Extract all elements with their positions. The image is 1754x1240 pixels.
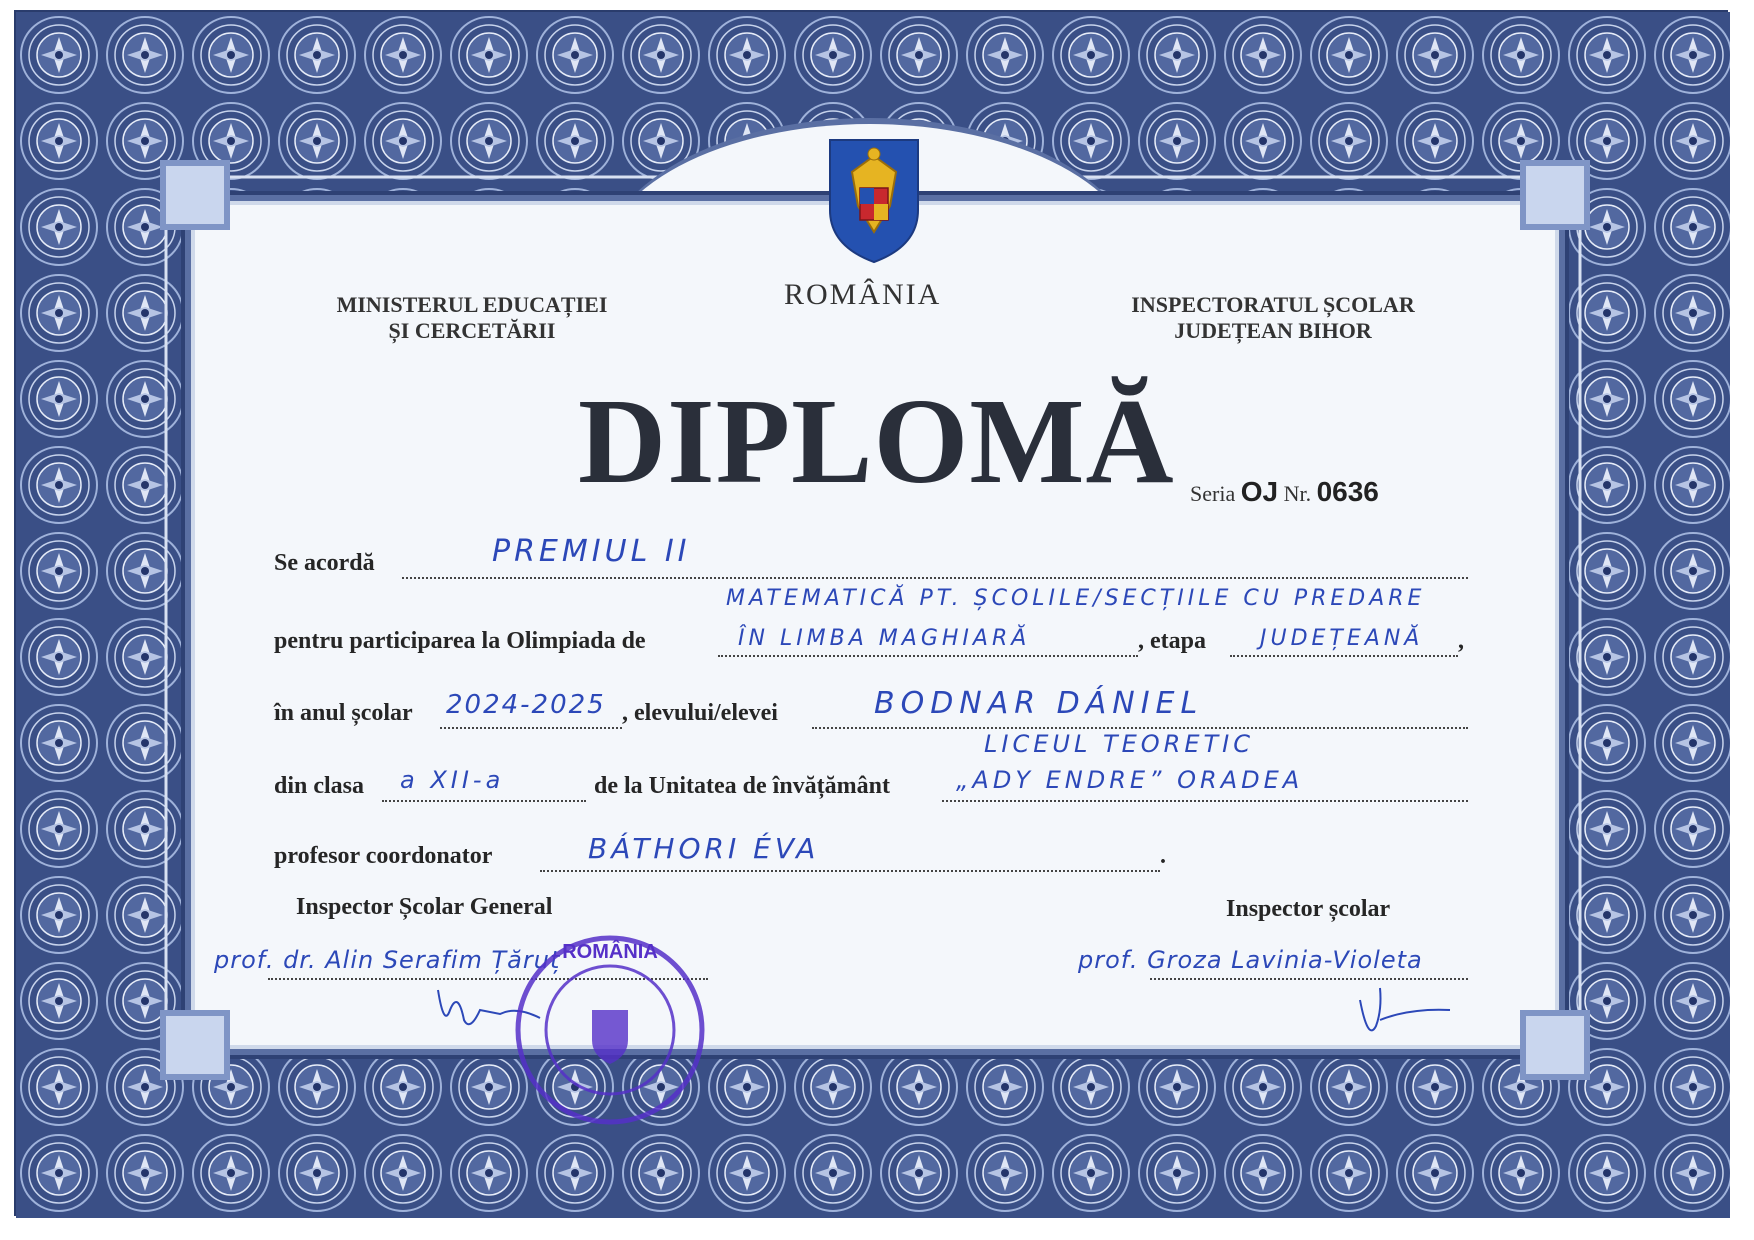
school-label: de la Unitatea de învățământ bbox=[594, 773, 890, 799]
school-value-line-1: LICEUL TEORETIC bbox=[984, 730, 1254, 758]
olympiad-dotted-line bbox=[718, 655, 1138, 657]
olympiad-value-line-1: MATEMATICĂ PT. ȘCOLILE/SECȚIILE CU PREDARE bbox=[726, 586, 1426, 611]
left-signatory-title: Inspector Școlar General bbox=[296, 894, 553, 920]
ministry-name bbox=[312, 292, 632, 344]
class-value: a XII-a bbox=[400, 766, 505, 794]
coat-of-arms-icon bbox=[826, 136, 922, 266]
right-signatory-title: Inspector școlar bbox=[1226, 896, 1391, 922]
stage-end: , bbox=[1458, 628, 1464, 654]
class-label: din clasa bbox=[274, 773, 365, 799]
student-label: , elevului/elevei bbox=[622, 700, 778, 726]
serial-number bbox=[1190, 476, 1379, 508]
award-dotted-line bbox=[402, 577, 1468, 579]
country-name: ROMÂNIA bbox=[784, 278, 942, 311]
school-value-line-2: „ADY ENDRE” ORADEA bbox=[956, 766, 1304, 794]
seria-label: Seria bbox=[1190, 481, 1236, 506]
award-value: PREMIUL II bbox=[492, 534, 691, 569]
nr-value: 0636 bbox=[1316, 476, 1379, 507]
class-dotted-line bbox=[382, 800, 586, 802]
year-dotted-line bbox=[440, 727, 622, 729]
stamp-text: ROMÂNIA bbox=[562, 941, 658, 963]
inspectorate-line-1: INSPECTORATUL ȘCOLAR bbox=[1131, 292, 1415, 317]
inspectorate-line-2: JUDEȚEAN BIHOR bbox=[1174, 318, 1372, 343]
student-value: BODNAR DÁNIEL bbox=[874, 686, 1204, 721]
award-label: Se acordă bbox=[274, 550, 375, 576]
year-label: în anul școlar bbox=[274, 700, 413, 726]
official-stamp bbox=[510, 930, 710, 1130]
stage-value: JUDEȚEANĂ bbox=[1260, 626, 1424, 651]
ministry-line-2: ȘI CERCETĂRII bbox=[388, 318, 556, 343]
student-dotted-line bbox=[812, 727, 1468, 729]
stage-label: , etapa bbox=[1138, 628, 1206, 654]
olympiad-label: pentru participarea la Olimpiada de bbox=[274, 628, 646, 654]
olympiad-value-line-2: ÎN LIMBA MAGHIARĂ bbox=[738, 626, 1031, 651]
teacher-value: BÁTHORI ÉVA bbox=[588, 832, 820, 865]
corner-ornament-top-right bbox=[1520, 160, 1590, 230]
seria-value: OJ bbox=[1240, 476, 1279, 507]
teacher-dotted-line bbox=[540, 870, 1160, 872]
diploma-title: DIPLOMĂ bbox=[578, 374, 1175, 509]
right-signature-scribble bbox=[1350, 980, 1460, 1050]
corner-ornament-bottom-right bbox=[1520, 1010, 1590, 1080]
stage-dotted-line bbox=[1230, 655, 1458, 657]
nr-label: Nr. bbox=[1283, 481, 1312, 506]
inspectorate-name bbox=[1108, 292, 1438, 344]
corner-ornament-top-left bbox=[160, 160, 230, 230]
year-value: 2024-2025 bbox=[446, 690, 606, 720]
school-dotted-line bbox=[942, 800, 1468, 802]
ministry-line-1: MINISTERUL EDUCAȚIEI bbox=[336, 292, 608, 317]
teacher-end: . bbox=[1160, 843, 1166, 869]
stamp-crest-icon bbox=[592, 1010, 628, 1064]
right-signatory-name: prof. Groza Lavinia-Violeta bbox=[1078, 946, 1423, 974]
corner-ornament-bottom-left bbox=[160, 1010, 230, 1080]
teacher-label: profesor coordonator bbox=[274, 843, 493, 869]
left-signatory-name: prof. dr. Alin Serafim Țăruț bbox=[214, 946, 561, 974]
